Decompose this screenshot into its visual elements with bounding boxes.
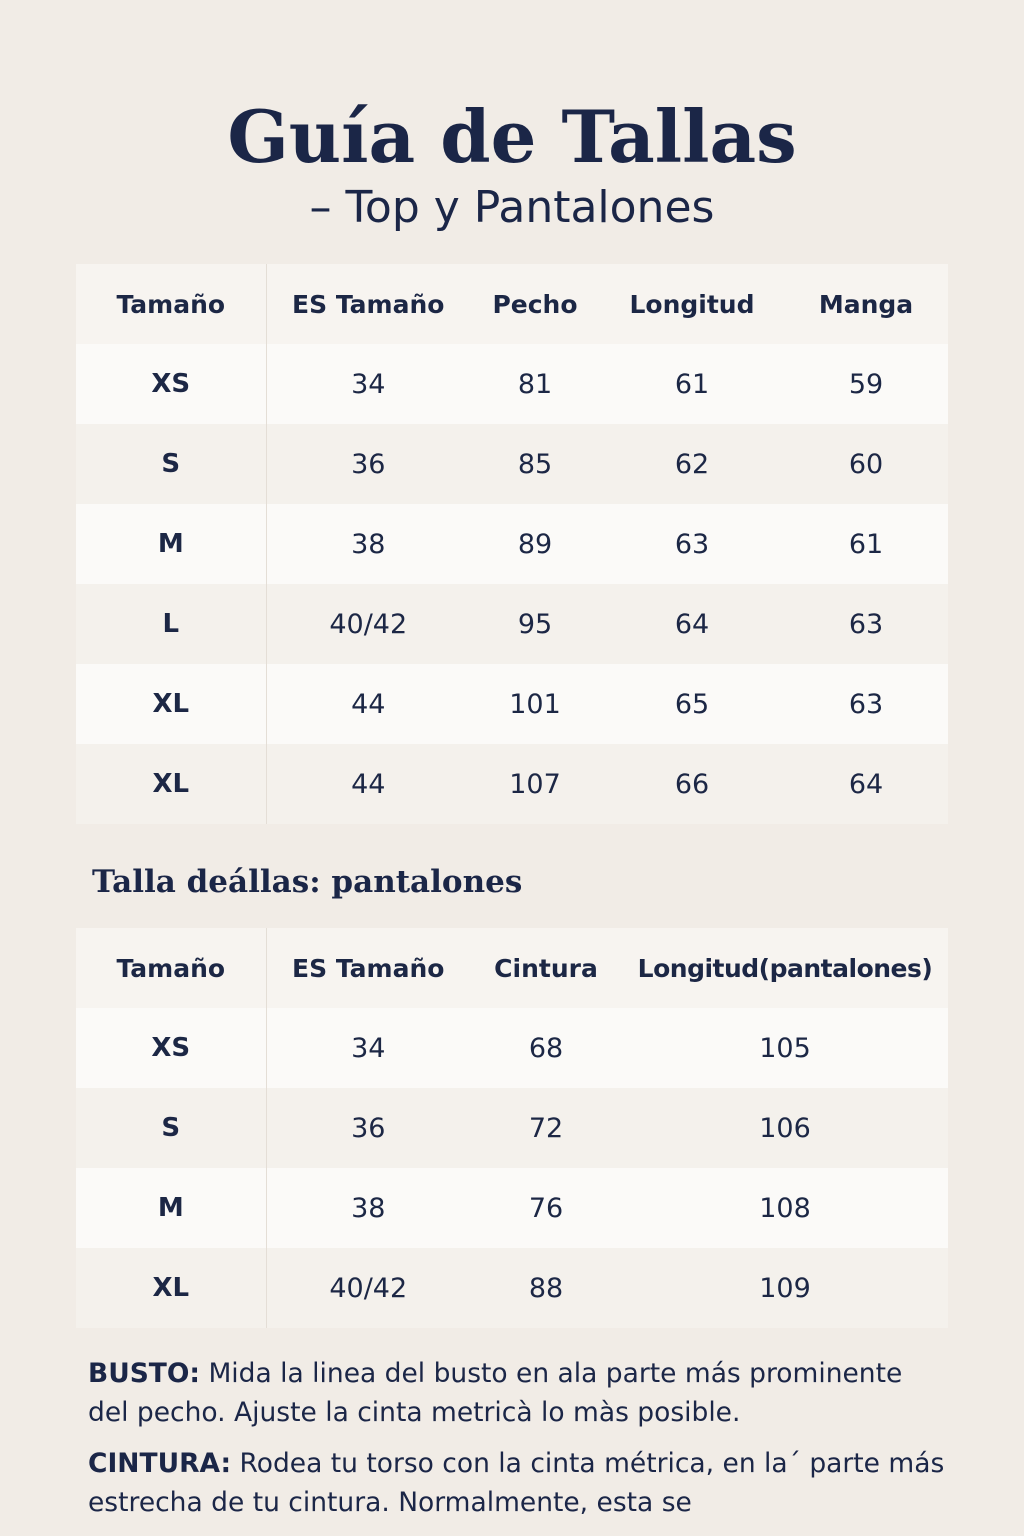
- page-subtitle: – Top y Pantalones: [309, 182, 715, 233]
- table-cell: 38: [266, 504, 470, 584]
- size-cell: XL: [76, 744, 266, 824]
- table-cell: 85: [470, 424, 600, 504]
- table-cell: 63: [784, 664, 948, 744]
- table-row: [76, 1008, 948, 1088]
- table-cell: 107: [470, 744, 600, 824]
- table-cell: 62: [600, 424, 784, 504]
- note-label: CINTURA:: [88, 1448, 232, 1479]
- table-row: [76, 1248, 948, 1328]
- table-row: [76, 424, 948, 504]
- size-cell: M: [76, 1168, 266, 1248]
- table-header-row: [76, 264, 948, 344]
- table-cell: 108: [622, 1168, 948, 1248]
- table-cell: 64: [600, 584, 784, 664]
- pants-size-table: [76, 928, 948, 1328]
- table-cell: 109: [622, 1248, 948, 1328]
- table-row: [76, 1088, 948, 1168]
- size-cell: S: [76, 424, 266, 504]
- table-cell: 34: [266, 344, 470, 424]
- table-cell: 40/42: [266, 1248, 470, 1328]
- table-cell: 63: [784, 584, 948, 664]
- table-cell: 64: [784, 744, 948, 824]
- pants-section-heading: Talla deállas: pantalones: [92, 864, 523, 900]
- table-row: [76, 504, 948, 584]
- table-header-row: [76, 928, 948, 1008]
- column-header-es-size: ES Tamaño: [266, 928, 470, 1008]
- measurement-notes: [88, 1354, 948, 1534]
- size-cell: S: [76, 1088, 266, 1168]
- table-row: [76, 664, 948, 744]
- table-cell: 66: [600, 744, 784, 824]
- column-header-size: Tamaño: [76, 928, 266, 1008]
- column-header-chest: Pecho: [470, 264, 600, 344]
- table-cell: 81: [470, 344, 600, 424]
- size-cell: L: [76, 584, 266, 664]
- table-row: [76, 744, 948, 824]
- column-header-pants-length: Longitud(pantalones): [622, 928, 948, 1008]
- column-header-length: Longitud: [600, 264, 784, 344]
- table-cell: 63: [600, 504, 784, 584]
- table-cell: 36: [266, 424, 470, 504]
- tops-size-table: [76, 264, 949, 824]
- table-cell: 68: [470, 1008, 622, 1088]
- table-cell: 44: [266, 744, 470, 824]
- table-cell: 40/42: [266, 584, 470, 664]
- table-cell: 65: [600, 664, 784, 744]
- size-cell: XL: [76, 1248, 266, 1328]
- table-cell: 76: [470, 1168, 622, 1248]
- note-label: BUSTO:: [88, 1358, 201, 1389]
- note-text: Rodea tu torso con la cinta métrica, en la´ parte más estrecha de tu cintura. Normalmente, esta se: [88, 1448, 945, 1518]
- table-cell: 61: [600, 344, 784, 424]
- size-cell: XS: [76, 1008, 266, 1088]
- size-cell: XS: [76, 344, 266, 424]
- table-cell: 38: [266, 1168, 470, 1248]
- table-cell: 95: [470, 584, 600, 664]
- table-cell: 59: [784, 344, 948, 424]
- table-row: [76, 344, 948, 424]
- table-cell: 106: [622, 1088, 948, 1168]
- page-title: Guía de Tallas: [227, 94, 797, 179]
- table-cell: 61: [784, 504, 948, 584]
- column-header-sleeve: Manga: [784, 264, 948, 344]
- table-cell: 101: [470, 664, 600, 744]
- table-cell: 36: [266, 1088, 470, 1168]
- table-cell: 72: [470, 1088, 622, 1168]
- column-header-es-size: ES Tamaño: [266, 264, 470, 344]
- size-cell: M: [76, 504, 266, 584]
- table-row: [76, 584, 948, 664]
- table-cell: 89: [470, 504, 600, 584]
- table-cell: 88: [470, 1248, 622, 1328]
- table-row: [76, 1168, 948, 1248]
- note-text: Mida la linea del busto en ala parte más prominente del pecho. Ajuste la cinta metricà lo màs posible.: [88, 1358, 903, 1428]
- table-cell: 105: [622, 1008, 948, 1088]
- column-header-size: Tamaño: [76, 264, 266, 344]
- table-cell: 44: [266, 664, 470, 744]
- size-cell: XL: [76, 664, 266, 744]
- table-cell: 60: [784, 424, 948, 504]
- column-header-waist: Cintura: [470, 928, 622, 1008]
- note-bust: [88, 1354, 948, 1432]
- note-waist: [88, 1444, 948, 1522]
- table-cell: 34: [266, 1008, 470, 1088]
